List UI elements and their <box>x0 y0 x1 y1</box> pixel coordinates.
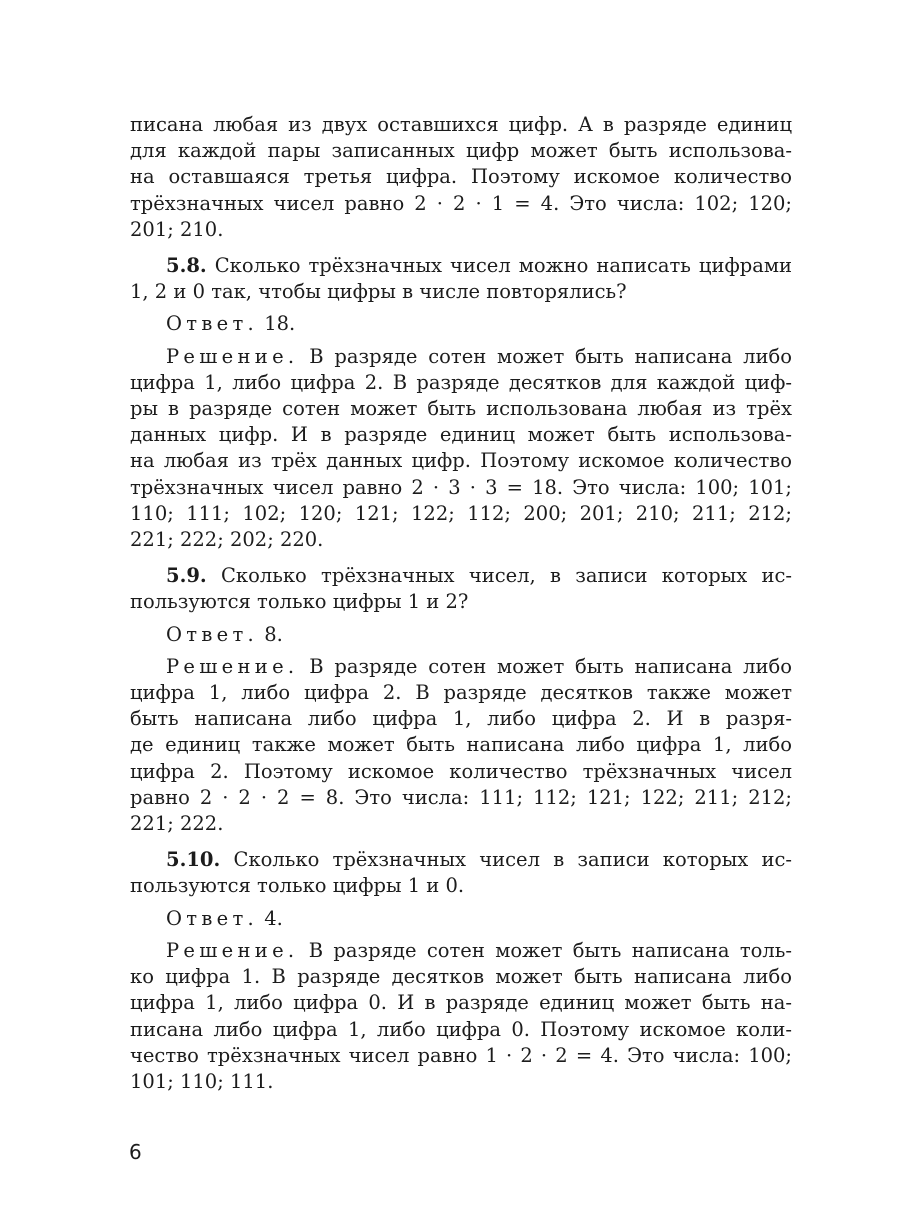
solution-line: Решение. В разряде сотен может быть написана либо <box>166 344 792 368</box>
problem-question-line: 5.10. Сколько трёхзначных чисел в записи которых ис- <box>166 848 792 872</box>
solution-line: 101; 110; 111. <box>130 1069 274 1093</box>
solution-line: данных цифр. И в разряде единиц может быть использова- <box>130 423 792 447</box>
solution-line: 221; 222. <box>130 812 224 836</box>
answer-label: Ответ. <box>166 906 259 930</box>
solution-line: де единиц также может быть написана либо цифра 1, либо <box>130 733 792 757</box>
problem-5-10 <box>130 847 792 1095</box>
problem-question-line: 5.8. Сколько трёхзначных чисел можно написать цифрами <box>166 254 792 278</box>
answer-label: Ответ. <box>166 312 259 336</box>
solution-line: трёхзначных чисел равно 2 · 3 · 3 = 18. Это числа: 100; 101; <box>130 475 792 499</box>
problem-5-8 <box>130 253 792 553</box>
solution-label: Решение. <box>166 654 299 678</box>
answer-value: 8. <box>264 622 283 646</box>
text-line: для каждой пары записанных цифр может быть использова- <box>130 139 792 163</box>
solution-line: цифра 1, либо цифра 0. И в разряде единиц может быть на- <box>130 991 792 1015</box>
answer-line <box>130 906 792 932</box>
text-line: на оставшаяся третья цифра. Поэтому искомое количество <box>130 165 792 189</box>
answer-value: 18. <box>264 312 296 336</box>
problem-question-line: пользуются только цифры 1 и 2? <box>130 590 469 614</box>
text-line: писана любая из двух оставшихся цифр. А в разряде единиц <box>130 113 792 136</box>
problem-number: 5.9. <box>166 564 207 588</box>
solution-line: цифра 2. Поэтому искомое количество трёхзначных чисел <box>130 759 792 783</box>
solution-line: на любая из трёх данных цифр. Поэтому искомое количество <box>130 449 792 473</box>
solution-label: Решение. <box>166 344 299 368</box>
text-line: 201; 210. <box>130 217 224 241</box>
solution-line: цифра 1, либо цифра 2. В разряде десятков также может <box>130 681 792 705</box>
answer-value: 4. <box>264 906 283 930</box>
solution-line: Решение. В разряде сотен может быть написана толь- <box>166 938 793 962</box>
text-line: трёхзначных чисел равно 2 · 2 · 1 = 4. Это числа: 102; 120; <box>130 191 792 215</box>
problem-question-line: 1, 2 и 0 так, чтобы цифры в числе повторялись? <box>130 280 627 304</box>
solution-line: писана либо цифра 1, либо цифра 0. Поэтому искомое коли- <box>130 1017 792 1041</box>
problem-number: 5.8. <box>166 254 207 278</box>
problem-5-9 <box>130 563 792 837</box>
solution-line: ры в разряде сотен может быть использована любая из трёх <box>130 397 792 421</box>
solution-line: Решение. В разряде сотен может быть написана либо <box>166 654 792 678</box>
solution-line: равно 2 · 2 · 2 = 8. Это числа: 111; 112; 121; 122; 211; 212; <box>130 785 792 809</box>
problem-question-line: 5.9. Сколько трёхзначных чисел, в записи которых ис- <box>166 564 792 588</box>
problem-question-line: пользуются только цифры 1 и 0. <box>130 874 465 898</box>
solution-line: ко цифра 1. В разряде десятков может быть написана либо <box>130 965 792 989</box>
intro-paragraph <box>130 112 792 243</box>
solution-line: быть написана либо цифра 1, либо цифра 2. И в разря- <box>130 707 792 731</box>
text-body <box>130 112 792 1095</box>
solution-line: 110; 111; 102; 120; 121; 122; 112; 200; 201; 210; 211; 212; <box>130 501 792 525</box>
solution-label: Решение. <box>166 938 299 962</box>
problem-number: 5.10. <box>166 848 221 872</box>
answer-label: Ответ. <box>166 622 259 646</box>
solution-line: 221; 222; 202; 220. <box>130 528 324 552</box>
page-number: 6 <box>129 1140 142 1164</box>
solution-line: чество трёхзначных чисел равно 1 · 2 · 2 = 4. Это числа: 100; <box>130 1043 792 1067</box>
solution-line: цифра 1, либо цифра 2. В разряде десятков для каждой циф- <box>130 370 792 394</box>
answer-line <box>130 622 792 648</box>
answer-line <box>130 311 792 337</box>
